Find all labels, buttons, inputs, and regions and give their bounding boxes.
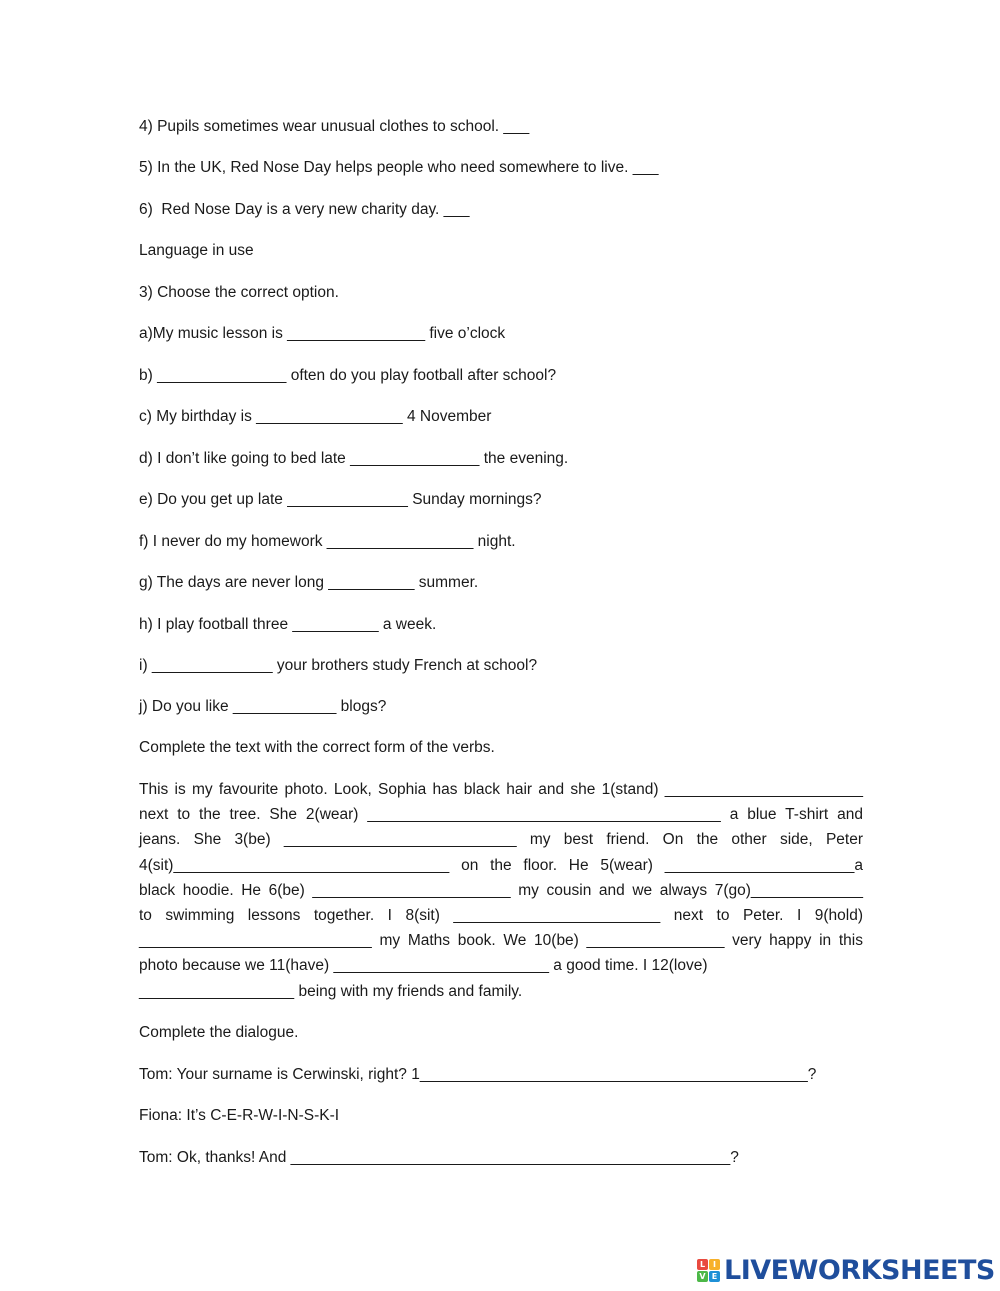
verbs-text-line: ___________________________ my Maths book. We 10(be) ________________ very happy in this [139, 932, 863, 950]
exercise3-item-b: b) _______________ often do you play football after school? [139, 367, 557, 384]
liveworksheets-logo [697, 1255, 995, 1285]
dialogue-line-fiona-1: Fiona: It’s C-E-R-W-I-N-S-K-I [139, 1107, 340, 1124]
exercise3-item-j: j) Do you like ____________ blogs? [139, 698, 387, 715]
verbs-gap-fill-text [139, 777, 863, 1004]
exercise3-item-e: e) Do you get up late ______________ Sunday mornings? [139, 491, 542, 508]
verbs-text-line: jeans. She 3(be) ___________________________ my best friend. On the other side, Peter [139, 831, 863, 849]
verbs-text-line: black hoodie. He 6(be) _______________________ my cousin and we always 7(go)_____________ [139, 881, 863, 899]
exercise3-item-f: f) I never do my homework _________________ night. [139, 533, 516, 550]
exercise3-item-h: h) I play football three __________ a week. [139, 616, 437, 633]
logo-mark-letter: V [697, 1271, 708, 1282]
dialogue-instruction: Complete the dialogue. [139, 1024, 299, 1041]
section-heading-language-in-use: Language in use [139, 242, 254, 259]
logo-mark-letter: I [709, 1259, 720, 1270]
verbs-text-line: __________________ being with my friends and family. [139, 982, 523, 1000]
verbs-text-line: photo because we 11(have) _________________________ a good time. I 12(love) [139, 957, 708, 975]
verbs-text-line: next to the tree. She 2(wear) _________________________________________ a blue T-shirt and [139, 806, 863, 824]
dialogue-line-tom-2: Tom: Ok, thanks! And ___________________________________________________? [139, 1149, 739, 1166]
true-false-item-6: 6) Red Nose Day is a very new charity day. ___ [139, 201, 470, 218]
liveworksheets-logo-icon [697, 1259, 720, 1282]
verbs-text-line: to swimming lessons together. I 8(sit) ________________________ next to Peter. I 9(hold) [139, 907, 863, 925]
verbs-text-line: 4(sit)________________________________ on the floor. He 5(wear) ______________________a [139, 856, 863, 874]
true-false-item-4: 4) Pupils sometimes wear unusual clothes to school. ___ [139, 118, 530, 135]
verbs-text-line: This is my favourite photo. Look, Sophia has black hair and she 1(stand) _______________________ [139, 781, 863, 798]
logo-mark-letter: E [709, 1271, 720, 1282]
verbs-instruction: Complete the text with the correct form of the verbs. [139, 739, 495, 756]
exercise3-item-g: g) The days are never long __________ summer. [139, 574, 479, 591]
exercise3-instruction: 3) Choose the correct option. [139, 284, 339, 301]
logo-mark-letter: L [697, 1259, 708, 1270]
exercise3-item-i: i) ______________ your brothers study French at school? [139, 657, 538, 674]
liveworksheets-logo-text: LIVEWORKSHEETS [724, 1254, 995, 1286]
exercise3-item-d: d) I don’t like going to bed late _______________ the evening. [139, 450, 569, 467]
exercise3-item-a: a)My music lesson is ________________ five o’clock [139, 325, 506, 342]
exercise3-item-c: c) My birthday is _________________ 4 November [139, 408, 492, 425]
dialogue-line-tom-1: Tom: Your surname is Cerwinski, right? 1_____________________________________________? [139, 1066, 817, 1083]
true-false-item-5: 5) In the UK, Red Nose Day helps people who need somewhere to live. ___ [139, 159, 659, 176]
